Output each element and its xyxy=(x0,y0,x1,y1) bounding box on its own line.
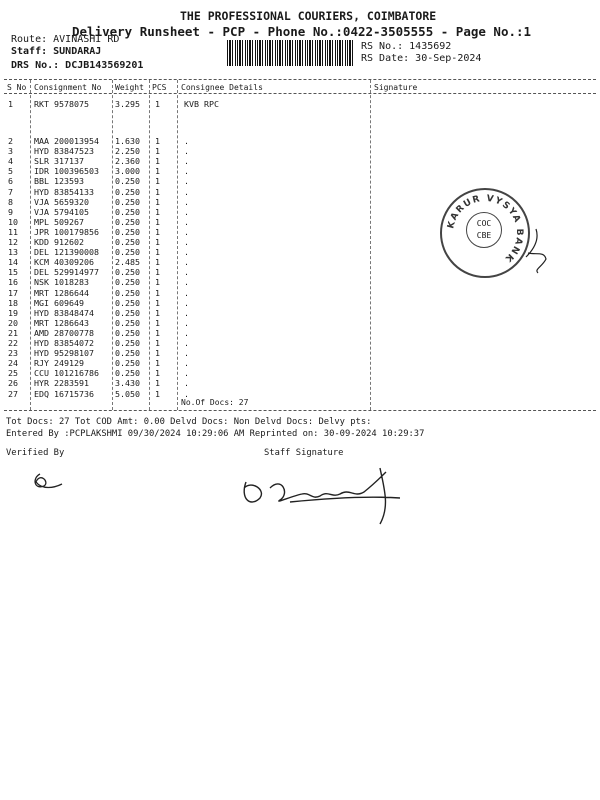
cell-details: . xyxy=(184,176,189,187)
table-row xyxy=(0,298,600,308)
cell-cons: RJY 249129 xyxy=(34,358,84,369)
cell-sno: 11 xyxy=(8,226,18,237)
drs-number: DRS No.: DCJB143569201 xyxy=(11,60,144,71)
cell-cons: EDQ 16715736 xyxy=(34,388,94,399)
cell-cons: MGI 609649 xyxy=(34,297,84,308)
rs-date: RS Date: 30-Sep-2024 xyxy=(361,53,482,64)
cell-cons: KCM 40309206 xyxy=(34,257,94,268)
cell-weight: 0.250 xyxy=(115,277,140,288)
table-row xyxy=(0,328,600,338)
cell-pcs: 1 xyxy=(155,146,160,157)
cell-cons: HYD 83854133 xyxy=(34,186,94,197)
cell-pcs: 1 xyxy=(155,348,160,359)
cell-pcs: 1 xyxy=(155,186,160,197)
cell-details: . xyxy=(184,327,189,338)
table-row xyxy=(0,378,600,388)
verifier-signature xyxy=(28,466,68,496)
cell-weight: 5.050 xyxy=(115,388,140,399)
cell-sno: 21 xyxy=(8,327,18,338)
staff-signature xyxy=(230,458,430,528)
stamp-line-2: CBE xyxy=(476,231,492,240)
bank-stamp xyxy=(440,188,530,278)
cell-details: . xyxy=(184,226,189,237)
cell-pcs: 1 xyxy=(155,196,160,207)
table-row xyxy=(0,358,600,368)
rs-number: RS No.: 1435692 xyxy=(361,41,452,52)
cell-pcs: 1 xyxy=(155,247,160,258)
cell-sno: 5 xyxy=(8,166,13,177)
table-row xyxy=(0,176,600,186)
cell-details: . xyxy=(184,216,189,227)
table-header-rule xyxy=(4,93,596,94)
cell-details: . xyxy=(184,206,189,217)
entered-by-line: Entered By :PCPLAKSHMI 09/30/2024 10:29:06 AM Reprinted on: 30-09-2024 10:29:37 xyxy=(6,429,425,439)
table-row xyxy=(0,368,600,378)
cell-details: . xyxy=(184,368,189,379)
cell-sno: 22 xyxy=(8,338,18,348)
cell-pcs: 1 xyxy=(155,327,160,338)
cell-weight: 0.250 xyxy=(115,338,140,348)
cell-sno: 9 xyxy=(8,206,13,217)
cell-sno: 3 xyxy=(8,146,13,157)
cell-pcs: 1 xyxy=(155,317,160,328)
cell-weight: 0.250 xyxy=(115,297,140,308)
cell-cons: VJA 5659320 xyxy=(34,196,89,207)
cell-pcs: 1 xyxy=(155,216,160,227)
cell-cons: MRT 1286643 xyxy=(34,317,89,328)
cell-weight: 0.250 xyxy=(115,327,140,338)
cell-cons: HYD 95298107 xyxy=(34,348,94,359)
cell-cons: VJA 5794105 xyxy=(34,206,89,217)
col-header-weight: Weight xyxy=(115,83,144,92)
cell-pcs: 1 xyxy=(155,297,160,308)
cell-pcs: 1 xyxy=(155,237,160,247)
table-bottom-rule xyxy=(4,410,596,411)
cell-sno: 14 xyxy=(8,257,18,268)
cell-sno: 27 xyxy=(8,388,18,399)
cell-cons: BBL 123593 xyxy=(34,176,84,187)
cell-weight: 3.430 xyxy=(115,378,140,389)
cell-cons: SLR 317137 xyxy=(34,156,84,167)
table-row xyxy=(0,288,600,298)
cell-sno: 16 xyxy=(8,277,18,288)
svg-text:KARUR VYSYA BANK: KARUR VYSYA BANK xyxy=(446,193,525,265)
cell-details: . xyxy=(184,287,189,298)
table-row xyxy=(0,146,600,156)
cell-details: . xyxy=(184,146,189,157)
cell-pcs: 1 xyxy=(155,358,160,369)
cell-weight: 2.250 xyxy=(115,146,140,157)
cell-cons: MRT 1286644 xyxy=(34,287,89,298)
cell-details: . xyxy=(184,247,189,258)
cell-cons: HYD 83847523 xyxy=(34,146,94,157)
cell-sno: 25 xyxy=(8,368,18,379)
cell-details: . xyxy=(184,388,189,399)
col-header-pcs: PCS xyxy=(152,83,167,92)
cell-cons: RKT 9578075 xyxy=(34,99,89,109)
table-row xyxy=(0,277,600,287)
cell-pcs: 1 xyxy=(155,267,160,278)
cell-weight: 3.295 xyxy=(115,99,140,109)
cell-details: . xyxy=(184,277,189,288)
cell-pcs: 1 xyxy=(155,378,160,389)
cell-weight: 0.250 xyxy=(115,287,140,298)
cell-details: . xyxy=(184,237,189,247)
route-label: Route: AVINASHI RD xyxy=(11,34,120,45)
table-row xyxy=(0,348,600,358)
cell-pcs: 1 xyxy=(155,176,160,187)
cell-details: . xyxy=(184,297,189,308)
staff-label: Staff: SUNDARAJ xyxy=(11,46,102,57)
cell-cons: KDD 912602 xyxy=(34,237,84,247)
cell-sno: 24 xyxy=(8,358,18,369)
cell-weight: 2.485 xyxy=(115,257,140,268)
cell-pcs: 1 xyxy=(155,136,160,146)
table-row xyxy=(0,156,600,166)
cell-details: . xyxy=(184,257,189,268)
cell-cons: HYD 83854072 xyxy=(34,338,94,348)
table-row xyxy=(0,136,600,146)
cell-weight: 0.250 xyxy=(115,247,140,258)
cell-sno: 12 xyxy=(8,237,18,247)
col-header-signature: Signature xyxy=(374,83,418,92)
cell-sno: 6 xyxy=(8,176,13,187)
cell-sno: 20 xyxy=(8,317,18,328)
no-of-docs: No.Of Docs: 27 xyxy=(181,398,249,407)
cell-weight: 0.250 xyxy=(115,348,140,359)
cell-sno: 8 xyxy=(8,196,13,207)
barcode xyxy=(227,40,355,66)
cell-details: . xyxy=(184,338,189,348)
cell-pcs: 1 xyxy=(155,307,160,318)
cell-cons: HYR 2283591 xyxy=(34,378,89,389)
cell-sno: 2 xyxy=(8,136,13,146)
cell-pcs: 1 xyxy=(155,257,160,268)
col-header-consignment: Consignment No xyxy=(34,83,102,92)
cell-pcs: 1 xyxy=(155,99,160,109)
cell-pcs: 1 xyxy=(155,277,160,288)
cell-weight: 0.250 xyxy=(115,206,140,217)
table-row xyxy=(0,338,600,348)
cell-details: . xyxy=(184,348,189,359)
cell-details: KVB RPC xyxy=(184,99,219,109)
cell-cons: HYD 83848474 xyxy=(34,307,94,318)
cell-details: . xyxy=(184,166,189,177)
cell-cons: CCU 101216786 xyxy=(34,368,99,379)
company-name: THE PROFESSIONAL COURIERS, COIMBATORE xyxy=(180,9,437,23)
cell-details: . xyxy=(184,196,189,207)
cell-weight: 0.250 xyxy=(115,307,140,318)
col-header-sno: S No xyxy=(7,83,27,92)
cell-weight: 3.000 xyxy=(115,166,140,177)
cell-pcs: 1 xyxy=(155,368,160,379)
cell-cons: JPR 100179856 xyxy=(34,226,99,237)
cell-sno: 10 xyxy=(8,216,18,227)
cell-weight: 1.630 xyxy=(115,136,140,146)
cell-cons: MPL 509267 xyxy=(34,216,84,227)
stamp-center xyxy=(466,212,502,248)
verified-by-label: Verified By xyxy=(6,448,65,458)
stamp-line-1: COC xyxy=(476,219,492,228)
cell-weight: 0.250 xyxy=(115,358,140,369)
cell-pcs: 1 xyxy=(155,166,160,177)
cell-weight: 0.250 xyxy=(115,226,140,237)
cell-cons: IDR 100396503 xyxy=(34,166,99,177)
cell-cons: AMD 28700778 xyxy=(34,327,94,338)
cell-pcs: 1 xyxy=(155,206,160,217)
cell-details: . xyxy=(184,358,189,369)
cell-weight: 0.250 xyxy=(115,216,140,227)
cell-weight: 0.250 xyxy=(115,237,140,247)
cell-cons: NSK 1018283 xyxy=(34,277,89,288)
cell-sno: 1 xyxy=(8,99,13,109)
table-row xyxy=(0,166,600,176)
cell-sno: 15 xyxy=(8,267,18,278)
cell-pcs: 1 xyxy=(155,338,160,348)
cell-pcs: 1 xyxy=(155,226,160,237)
cell-sno: 17 xyxy=(8,287,18,298)
cell-sno: 26 xyxy=(8,378,18,389)
cell-cons: MAA 200013954 xyxy=(34,136,99,146)
cell-sno: 7 xyxy=(8,186,13,197)
cell-sno: 19 xyxy=(8,307,18,318)
cell-details: . xyxy=(184,317,189,328)
cell-weight: 0.250 xyxy=(115,267,140,278)
cell-weight: 0.250 xyxy=(115,176,140,187)
stamp-initials-signature xyxy=(522,225,550,275)
cell-sno: 13 xyxy=(8,247,18,258)
cell-pcs: 1 xyxy=(155,156,160,167)
cell-cons: DEL 121390008 xyxy=(34,247,99,258)
cell-details: . xyxy=(184,267,189,278)
cell-weight: 2.360 xyxy=(115,156,140,167)
cell-pcs: 1 xyxy=(155,388,160,399)
table-row xyxy=(0,99,600,109)
totals-line: Tot Docs: 27 Tot COD Amt: 0.00 Delvd Docs: Non Delvd Docs: Delvy pts: xyxy=(6,417,372,427)
cell-sno: 23 xyxy=(8,348,18,359)
cell-weight: 0.250 xyxy=(115,368,140,379)
cell-details: . xyxy=(184,378,189,389)
staff-signature-label: Staff Signature xyxy=(264,448,344,458)
cell-weight: 0.250 xyxy=(115,186,140,197)
cell-sno: 4 xyxy=(8,156,13,167)
col-header-consignee: Consignee Details xyxy=(181,83,263,92)
table-row xyxy=(0,389,600,399)
cell-details: . xyxy=(184,136,189,146)
cell-weight: 0.250 xyxy=(115,196,140,207)
cell-sno: 18 xyxy=(8,297,18,308)
table-top-rule xyxy=(4,79,596,80)
table-row xyxy=(0,308,600,318)
table-row xyxy=(0,318,600,328)
cell-weight: 0.250 xyxy=(115,317,140,328)
cell-details: . xyxy=(184,156,189,167)
cell-details: . xyxy=(184,307,189,318)
cell-details: . xyxy=(184,186,189,197)
page-title: Delivery Runsheet - PCP - Phone No.:0422-3505555 - Page No.:1 xyxy=(72,24,532,39)
cell-pcs: 1 xyxy=(155,287,160,298)
cell-cons: DEL 529914977 xyxy=(34,267,99,278)
